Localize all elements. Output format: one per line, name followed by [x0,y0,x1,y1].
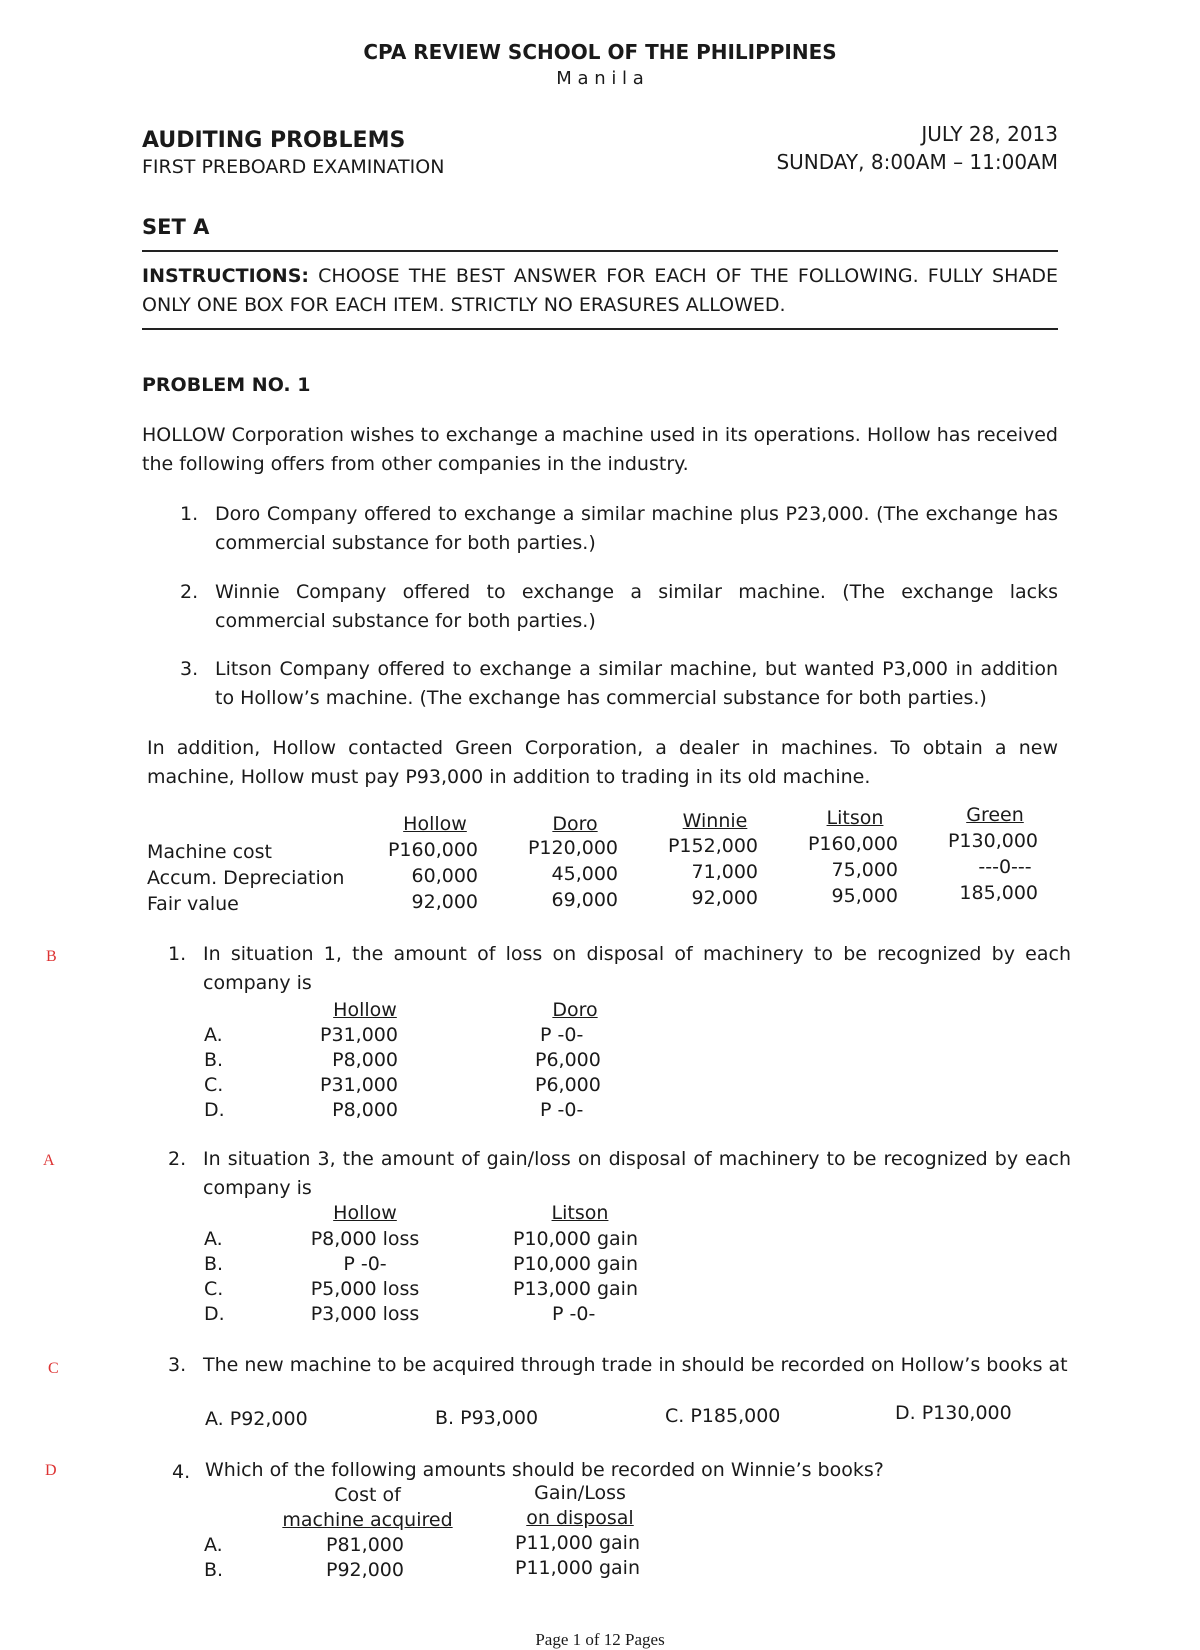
instructions-text: CHOOSE THE BEST ANSWER FOR EACH OF THE FOLLOWING. FULLY SHADE ONLY ONE BOX FOR EACH ITEM. STRICTLY NO ERASURES ALLOWED. [142,265,1058,316]
table-header-litson: Litson [826,807,884,829]
table-cell: P120,000 [527,837,618,859]
offer-2-text: Winnie Company offered to exchange a similar machine. (The exchange lacks commercial substance for both parties.) [215,581,1058,632]
table-cell: 45,000 [551,863,618,885]
q2-option-hollow: P3,000 loss [310,1303,420,1325]
q2-stem: In situation 3, the amount of gain/loss on disposal of machinery to be recognized by each company is [203,1148,1071,1199]
table-cell: ---0--- [978,856,1032,878]
table-cell: 95,000 [831,885,898,907]
q1-option-hollow: P31,000 [320,1024,398,1046]
problem-title: PROBLEM NO. 1 [142,374,311,396]
table-cell: 75,000 [831,859,898,881]
table-cell: P160,000 [387,839,478,861]
q2-option-litson: P -0- [552,1303,596,1325]
q2-option-litson: P10,000 gain [513,1253,639,1275]
q1-col-hollow: Hollow [333,999,397,1021]
page-footer: Page 1 of 12 Pages [535,1630,665,1649]
divider-bottom [142,328,1058,330]
q4-option-gain: P11,000 gain [515,1557,641,1579]
q2-option-letter: C. [204,1278,224,1300]
q1-number: 1. [168,943,187,965]
q1-option-hollow: P31,000 [320,1074,398,1096]
q1-col-doro: Doro [552,999,598,1021]
q4-col2-line1: Gain/Loss [534,1482,626,1504]
table-cell: 92,000 [691,887,758,909]
q2-option-hollow: P5,000 loss [310,1278,420,1300]
q2-option-hollow: P8,000 loss [310,1228,420,1250]
exam-time: SUNDAY, 8:00AM – 11:00AM [776,150,1058,174]
exam-date: JULY 28, 2013 [921,122,1058,146]
q3-number: 3. [168,1354,187,1376]
school-city: M a n i l a [556,68,644,89]
q4-stem: Which of the following amounts should be recorded on Winnie’s books? [205,1459,884,1481]
table-cell: 69,000 [551,889,618,911]
answer-mark-q2: A [43,1152,55,1169]
offer-1-number: 1. [180,503,199,525]
q1-option-letter: D. [204,1099,225,1121]
q1-option-doro: P -0- [540,1024,584,1046]
q2-option-letter: B. [204,1253,224,1275]
q2-number: 2. [168,1148,187,1170]
offer-1-text: Doro Company offered to exchange a similar machine plus P23,000. (The exchange has commercial substance for both parties.) [215,503,1058,554]
q4-option-cost: P81,000 [326,1534,404,1556]
q1-option-letter: B. [204,1049,224,1071]
set-label: SET A [142,215,210,239]
answer-mark-q1: B [46,948,57,965]
exam-title: FIRST PREBOARD EXAMINATION [142,156,445,178]
table-header-winnie: Winnie [682,810,748,832]
answer-mark-q4: D [45,1462,57,1479]
offer-2-number: 2. [180,581,199,603]
table-cell: 185,000 [959,882,1038,904]
q1-option-doro: P -0- [540,1099,584,1121]
table-cell: 92,000 [411,891,478,913]
q2-option-hollow: P -0- [343,1253,387,1275]
offer-3-number: 3. [180,658,199,680]
q1-option-hollow: P8,000 [332,1049,398,1071]
q4-option-cost: P92,000 [326,1559,404,1581]
table-row-label: Machine cost [147,841,272,863]
offer-3-text: Litson Company offered to exchange a similar machine, but wanted P3,000 in addition to Hollow’s machine. (The exchange has commercial substance for both parties.) [215,658,1058,709]
table-row-label: Fair value [147,893,239,915]
problem-intro: HOLLOW Corporation wishes to exchange a machine used in its operations. Hollow has received the following offers from other companies in the industry. [142,424,1058,475]
q2-option-litson: P10,000 gain [513,1228,639,1250]
q4-option-gain: P11,000 gain [515,1532,641,1554]
instructions-label: INSTRUCTIONS: [142,265,309,287]
table-header-doro: Doro [552,813,598,835]
q2-col-litson: Litson [551,1202,609,1224]
instructions [142,262,1058,320]
problem-addition: In addition, Hollow contacted Green Corporation, a dealer in machines. To obtain a new machine, Hollow must pay P93,000 in addition to trading in its old machine. [147,737,1058,788]
q3-option-a: A. P92,000 [205,1408,308,1430]
q4-number: 4. [172,1461,191,1483]
table-cell: 60,000 [411,865,478,887]
q1-option-letter: C. [204,1074,224,1096]
q4-col1-line1: Cost of [334,1484,401,1506]
divider-top [142,250,1058,252]
table-header-green: Green [966,804,1024,826]
exam-subject: AUDITING PROBLEMS [142,128,406,153]
q1-stem: In situation 1, the amount of loss on disposal of machinery to be recognized by each company is [203,943,1071,994]
q2-option-letter: D. [204,1303,225,1325]
table-cell: P130,000 [947,830,1038,852]
q2-col-hollow: Hollow [333,1202,397,1224]
q4-option-letter: B. [204,1559,224,1581]
q2-option-litson: P13,000 gain [513,1278,639,1300]
answer-mark-q3: C [48,1360,59,1377]
q4-col1-line2: machine acquired [282,1509,453,1531]
table-header-hollow: Hollow [403,813,467,835]
q4-col2-line2: on disposal [526,1507,634,1529]
table-cell: P160,000 [807,833,898,855]
q3-option-b: B. P93,000 [435,1407,539,1429]
q3-option-d: D. P130,000 [895,1402,1012,1424]
q1-option-hollow: P8,000 [332,1099,398,1121]
q3-option-c: C. P185,000 [665,1405,781,1427]
q1-option-doro: P6,000 [535,1074,601,1096]
table-row-label: Accum. Depreciation [147,867,345,889]
q4-option-letter: A. [204,1534,223,1556]
q1-option-letter: A. [204,1024,223,1046]
q2-option-letter: A. [204,1228,223,1250]
table-cell: 71,000 [691,861,758,883]
q1-option-doro: P6,000 [535,1049,601,1071]
table-cell: P152,000 [667,835,758,857]
q3-stem: The new machine to be acquired through trade in should be recorded on Hollow’s books at [203,1354,1068,1376]
school-name: CPA REVIEW SCHOOL OF THE PHILIPPINES [363,40,837,64]
